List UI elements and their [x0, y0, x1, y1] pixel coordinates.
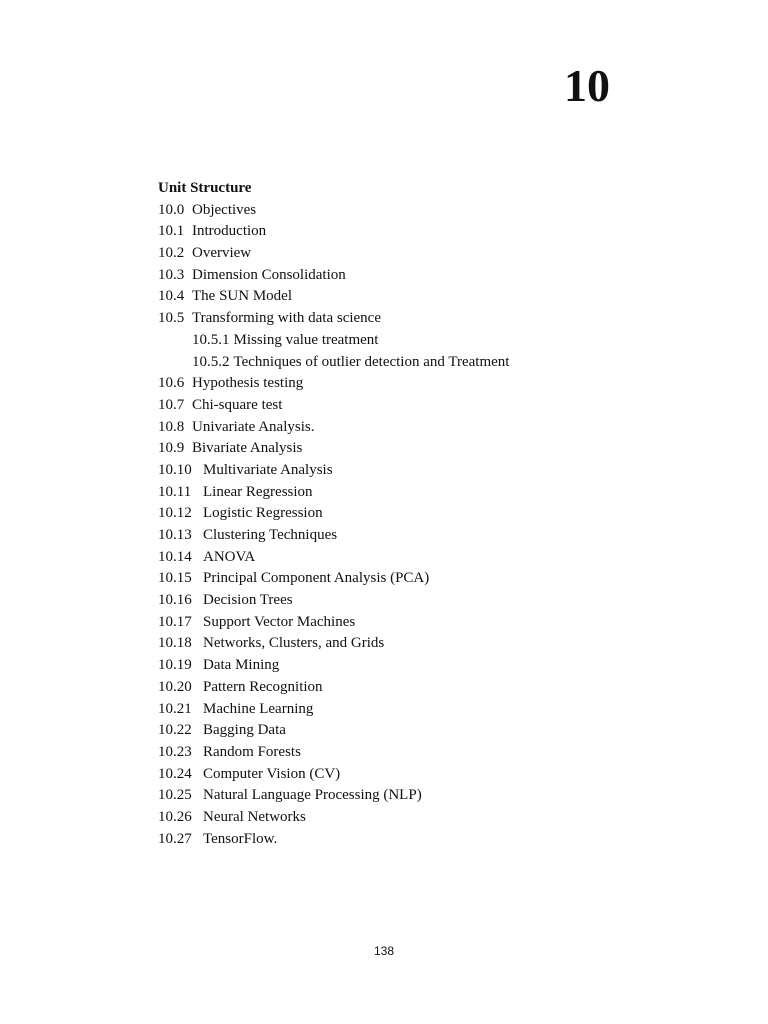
- toc-title: Natural Language Processing (NLP): [203, 787, 422, 804]
- toc-item-10-22: [158, 720, 658, 742]
- toc-title: Logistic Regression: [203, 505, 323, 522]
- toc-title: Neural Networks: [203, 808, 306, 825]
- toc-number: 10.3: [158, 266, 185, 283]
- toc-title: Hypothesis testing: [192, 375, 304, 392]
- toc-number: 10.7: [158, 396, 185, 413]
- toc-number: 10.1: [158, 223, 185, 240]
- toc-subitem-10-5-2: [158, 352, 658, 374]
- toc-item-10-1: [158, 221, 658, 243]
- toc-title: Introduction: [192, 223, 267, 240]
- toc-number: 10.5: [158, 310, 185, 327]
- toc-item-10-4: [158, 286, 658, 308]
- toc-item-10-18: [158, 633, 658, 655]
- toc-item-10-25: [158, 785, 658, 807]
- toc-title: TensorFlow.: [203, 830, 278, 847]
- toc-title: Chi-square test: [192, 396, 283, 413]
- toc-item-10-13: [158, 525, 658, 547]
- toc-item-10-16: [158, 590, 658, 612]
- toc-title: Bagging Data: [203, 722, 286, 739]
- toc-item-10-17: [158, 612, 658, 634]
- toc-number: 10.25: [158, 787, 192, 804]
- toc-number: 10.15: [158, 570, 192, 587]
- toc-number: 10.21: [158, 700, 192, 717]
- unit-structure-heading: Unit Structure: [158, 180, 252, 196]
- toc-item-10-21: [158, 699, 658, 721]
- toc-title: Univariate Analysis.: [192, 418, 315, 435]
- chapter-number: 10: [564, 60, 610, 111]
- toc-subitem-10-5-1: [158, 330, 658, 352]
- toc-number: 10.17: [158, 613, 192, 630]
- toc-title: Dimension Consolidation: [192, 266, 346, 283]
- toc-item-10-20: [158, 677, 658, 699]
- toc-title: Linear Regression: [203, 483, 313, 500]
- toc-item-10-3: [158, 265, 658, 287]
- toc-title: Decision Trees: [203, 592, 293, 609]
- toc-title: Objectives: [192, 201, 257, 218]
- toc-item-10-9: [158, 438, 658, 460]
- toc-item-10-10: [158, 460, 658, 482]
- toc-title: Missing value treatment: [233, 331, 379, 348]
- toc-item-10-5: [158, 308, 658, 330]
- toc-number: 10.19: [158, 657, 192, 674]
- toc-title: Computer Vision (CV): [203, 765, 341, 782]
- toc-number: 10.20: [158, 678, 192, 695]
- toc-item-10-27: [158, 829, 658, 851]
- toc-list: [158, 200, 658, 851]
- toc-title: Support Vector Machines: [203, 613, 356, 630]
- toc-number: 10.4: [158, 288, 185, 305]
- toc-number: 10.0: [158, 201, 185, 218]
- toc-title: Overview: [192, 245, 252, 262]
- toc-item-10-24: [158, 764, 658, 786]
- toc-title: The SUN Model: [192, 288, 292, 305]
- toc-number: 10.14: [158, 548, 192, 565]
- toc-number: 10.6: [158, 375, 185, 392]
- toc-number: 10.23: [158, 743, 192, 760]
- toc-title: Networks, Clusters, and Grids: [203, 635, 385, 652]
- toc-item-10-11: [158, 482, 658, 504]
- toc-number: 10.13: [158, 527, 192, 543]
- toc-item-10-0: [158, 200, 658, 222]
- toc-title: ANOVA: [203, 548, 256, 565]
- toc-title: Multivariate Analysis: [203, 461, 333, 478]
- toc-title: Data Mining: [203, 657, 280, 674]
- toc-item-10-2: [158, 243, 658, 265]
- toc-item-10-12: [158, 503, 658, 525]
- toc-number: 10.22: [158, 722, 192, 739]
- toc-number: 10.5.2: [192, 353, 230, 370]
- toc-title: Principal Component Analysis (PCA): [203, 570, 430, 587]
- unit-structure: [158, 178, 658, 850]
- toc-item-10-19: [158, 655, 658, 677]
- toc-number: 10.11: [158, 483, 192, 500]
- toc-item-10-23: [158, 742, 658, 764]
- toc-title: Machine Learning: [203, 700, 314, 717]
- toc-title: Transforming with data science: [192, 310, 381, 327]
- toc-number: 10.12: [158, 505, 192, 522]
- toc-title: Random Forests: [203, 743, 301, 760]
- toc-number: 10.26: [158, 808, 192, 825]
- toc-number: 10.18: [158, 635, 192, 652]
- toc-number: 10.27: [158, 830, 192, 847]
- toc-title: Clustering Techniques: [203, 527, 338, 543]
- toc-number: 10.8: [158, 418, 185, 435]
- toc-item-10-15: [158, 568, 658, 590]
- toc-number: 10.9: [158, 440, 185, 457]
- toc-number: 10.2: [158, 245, 185, 262]
- toc-item-10-14: [158, 547, 658, 569]
- toc-number: 10.10: [158, 461, 192, 478]
- toc-title: Bivariate Analysis: [192, 440, 303, 457]
- toc-number: 10.24: [158, 765, 192, 782]
- toc-title: Pattern Recognition: [203, 678, 323, 695]
- page-number: 138: [373, 944, 395, 958]
- toc-title: Techniques of outlier detection and Treatment: [233, 353, 510, 370]
- toc-item-10-26: [158, 807, 658, 829]
- toc-number: 10.16: [158, 592, 192, 609]
- toc-item-10-8: [158, 417, 658, 439]
- toc-number: 10.5.1: [192, 331, 230, 348]
- toc-item-10-6: [158, 373, 658, 395]
- toc-item-10-7: [158, 395, 658, 417]
